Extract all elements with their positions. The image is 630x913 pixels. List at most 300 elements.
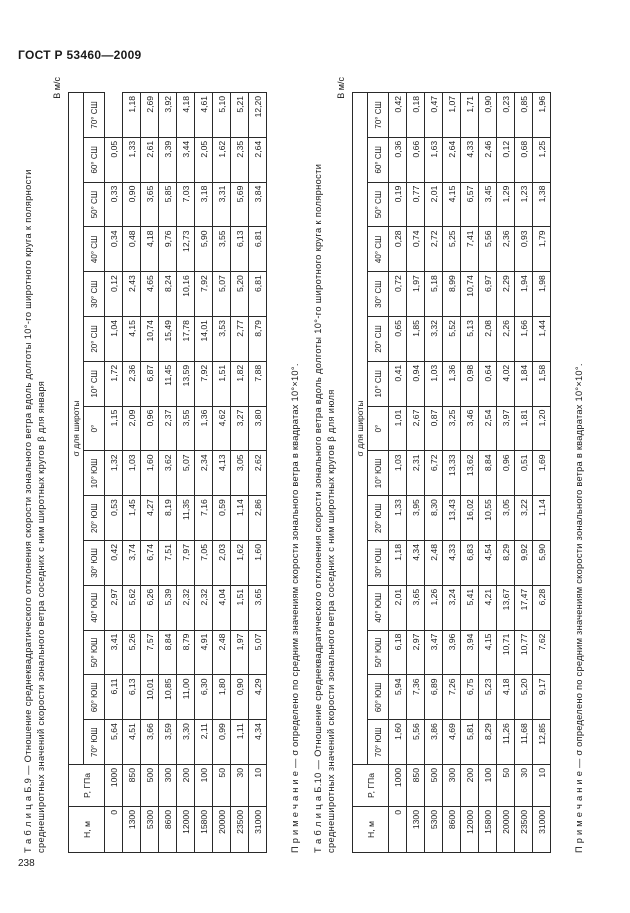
value-cell: 7,57	[141, 630, 159, 675]
value-cell: 2,97	[105, 585, 123, 630]
value-cell: 7,16	[195, 496, 213, 541]
value-cell: 3,66	[141, 720, 159, 765]
value-cell: 6,89	[425, 675, 443, 720]
value-cell: 5,18	[425, 272, 443, 317]
value-cell: 2,46	[479, 137, 497, 182]
value-cell: 8,24	[159, 272, 177, 317]
pressure-cell: 500	[141, 765, 159, 807]
table-row	[249, 92, 267, 852]
value-cell: 6,72	[425, 451, 443, 496]
value-cell: 1,81	[515, 406, 533, 451]
table-row	[213, 92, 231, 852]
value-cell: 1,15	[105, 406, 123, 451]
value-cell: 5,90	[533, 541, 551, 586]
value-cell: 8,84	[479, 451, 497, 496]
value-cell: 7,88	[249, 361, 267, 406]
value-cell: 2,08	[479, 317, 497, 362]
latitude-header: 50° ЮШ	[368, 630, 389, 675]
value-cell: 1,98	[533, 272, 551, 317]
value-cell: 1,03	[123, 451, 141, 496]
height-cell: 23500	[231, 807, 249, 853]
height-cell: 8600	[443, 807, 461, 853]
value-cell: 1,84	[515, 361, 533, 406]
value-cell: 5,94	[389, 675, 407, 720]
value-cell: 4,15	[479, 630, 497, 675]
value-cell: 3,84	[249, 182, 267, 227]
value-cell: 3,25	[443, 406, 461, 451]
value-cell: 2,11	[195, 720, 213, 765]
value-cell: 1,85	[407, 317, 425, 362]
value-cell: 6,75	[461, 675, 479, 720]
pressure-cell: 850	[123, 765, 141, 807]
value-cell: 1,79	[533, 227, 551, 272]
pressure-header: P, ГПа	[69, 765, 105, 807]
value-cell: 5,64	[105, 720, 123, 765]
value-cell: 10,74	[141, 317, 159, 362]
value-cell: 1,18	[123, 92, 141, 137]
value-cell: 4,91	[195, 630, 213, 675]
table2-note: П р и м е ч а н и е — σ определено по средним значениям скорости зонального ветра в квадратах 10°×10°.	[574, 363, 584, 853]
value-cell: 3,05	[497, 496, 515, 541]
rotated-content	[22, 73, 612, 853]
value-cell: 6,26	[141, 585, 159, 630]
value-cell: 1,72	[105, 361, 123, 406]
value-cell: 2,86	[249, 496, 267, 541]
value-cell: 0,36	[389, 137, 407, 182]
value-cell: 8,19	[159, 496, 177, 541]
value-cell: 3,27	[231, 406, 249, 451]
value-cell: 0,34	[105, 227, 123, 272]
value-cell: 2,54	[479, 406, 497, 451]
value-cell: 16,02	[461, 496, 479, 541]
value-cell: 7,51	[159, 541, 177, 586]
value-cell: 1,97	[231, 630, 249, 675]
value-cell: 0,66	[407, 137, 425, 182]
latitude-header: 20° СШ	[368, 317, 389, 362]
value-cell: 0,85	[515, 92, 533, 137]
table2-caption: Т а б л и ц а Б.10 — Отношение среднеквадратического отклонения скорости зонального ветра вдоль долготы 10°-го широтного круга к полярности среднеширотных значений скорости зонального ветра соседних с ним широтных кругов β для июля	[313, 163, 336, 853]
value-cell: 2,97	[407, 630, 425, 675]
height-cell: 12000	[177, 807, 195, 853]
value-cell: 5,07	[177, 451, 195, 496]
value-cell: 3,31	[213, 182, 231, 227]
table-row	[123, 92, 141, 852]
value-cell: 6,11	[105, 675, 123, 720]
value-cell: 15,49	[159, 317, 177, 362]
value-cell: 4,33	[461, 137, 479, 182]
value-cell: 1,14	[231, 496, 249, 541]
value-cell: 1,60	[389, 720, 407, 765]
value-cell: 1,14	[533, 496, 551, 541]
height-cell: 20000	[213, 807, 231, 853]
value-cell: 7,03	[177, 182, 195, 227]
pressure-cell: 1000	[389, 765, 407, 807]
value-cell: 5,52	[443, 317, 461, 362]
latitude-header: 10° ЮШ	[368, 451, 389, 496]
value-cell: 0,23	[497, 92, 515, 137]
value-cell: 0,59	[213, 496, 231, 541]
value-cell: 10,55	[479, 496, 497, 541]
value-cell: 13,67	[497, 585, 515, 630]
value-cell: 0,53	[105, 496, 123, 541]
value-cell: 6,13	[123, 675, 141, 720]
value-cell: 4,54	[479, 541, 497, 586]
value-cell: 8,79	[177, 630, 195, 675]
pressure-cell: 30	[231, 765, 249, 807]
value-cell: 11,00	[177, 675, 195, 720]
value-cell: 3,30	[177, 720, 195, 765]
value-cell: 1,44	[533, 317, 551, 362]
value-cell: 6,81	[249, 227, 267, 272]
height-header: H, м	[353, 807, 389, 853]
value-cell: 3,45	[479, 182, 497, 227]
value-cell: 6,87	[141, 361, 159, 406]
value-cell: 0,48	[123, 227, 141, 272]
value-cell: 2,77	[231, 317, 249, 362]
value-cell: 2,61	[141, 137, 159, 182]
value-cell: 5,20	[231, 272, 249, 317]
value-cell: 1,62	[231, 541, 249, 586]
value-cell: 8,99	[443, 272, 461, 317]
value-cell: 4,69	[443, 720, 461, 765]
value-cell: 13,43	[443, 496, 461, 541]
value-cell: 0,12	[497, 137, 515, 182]
value-cell: 2,01	[425, 182, 443, 227]
value-cell: 1,32	[105, 451, 123, 496]
latitude-header: 60° ЮШ	[368, 675, 389, 720]
value-cell: 4,62	[213, 406, 231, 451]
height-cell: 1300	[407, 807, 425, 853]
value-cell: 2,09	[123, 406, 141, 451]
value-cell: 7,36	[407, 675, 425, 720]
value-cell: 2,37	[159, 406, 177, 451]
latitude-header: 20° СШ	[84, 317, 105, 362]
value-cell: 0,99	[213, 720, 231, 765]
value-cell: 0,47	[425, 92, 443, 137]
value-cell: 1,82	[231, 361, 249, 406]
table-row	[443, 92, 461, 852]
table2	[352, 92, 551, 853]
value-cell: 6,83	[461, 541, 479, 586]
value-cell: 5,56	[479, 227, 497, 272]
value-cell: 5,20	[515, 675, 533, 720]
value-cell: 0,93	[515, 227, 533, 272]
latitude-header: 50° СШ	[368, 182, 389, 227]
height-cell: 1300	[123, 807, 141, 853]
value-cell: 1,23	[515, 182, 533, 227]
value-cell: 2,69	[141, 92, 159, 137]
value-cell: 0,90	[479, 92, 497, 137]
value-cell: 1,03	[389, 451, 407, 496]
table-row	[425, 92, 443, 852]
height-cell: 12000	[461, 807, 479, 853]
latitude-header: 70° СШ	[84, 92, 105, 137]
value-cell: 17,47	[515, 585, 533, 630]
value-cell: 0,98	[461, 361, 479, 406]
value-cell: 4,13	[213, 451, 231, 496]
value-cell: 7,92	[195, 272, 213, 317]
value-cell: 1,25	[533, 137, 551, 182]
table-row	[231, 92, 249, 852]
value-cell: 0,77	[407, 182, 425, 227]
value-cell: 10,71	[497, 630, 515, 675]
pressure-cell: 200	[177, 765, 195, 807]
value-cell: 1,97	[407, 272, 425, 317]
latitude-header: 50° СШ	[84, 182, 105, 227]
latitude-header: 0°	[368, 406, 389, 451]
value-cell: 3,18	[195, 182, 213, 227]
value-cell: 2,03	[213, 541, 231, 586]
value-cell: 1,80	[213, 675, 231, 720]
table-row	[407, 92, 425, 852]
value-cell: 7,41	[461, 227, 479, 272]
value-cell: 2,34	[195, 451, 213, 496]
value-cell: 6,97	[479, 272, 497, 317]
height-cell: 5300	[425, 807, 443, 853]
latitude-header: 40° СШ	[368, 227, 389, 272]
value-cell: 2,36	[123, 361, 141, 406]
value-cell: 1,07	[443, 92, 461, 137]
value-cell: 12,85	[533, 720, 551, 765]
value-cell: 4,18	[141, 227, 159, 272]
latitude-header: 40° СШ	[84, 227, 105, 272]
pressure-cell: 100	[195, 765, 213, 807]
value-cell: 1,20	[533, 406, 551, 451]
pressure-cell: 1000	[105, 765, 123, 807]
latitude-header: 60° СШ	[368, 137, 389, 182]
value-cell: 5,62	[123, 585, 141, 630]
value-cell: 5,21	[231, 92, 249, 137]
latitude-header: 70° ЮШ	[84, 720, 105, 765]
value-cell: 3,97	[497, 406, 515, 451]
value-cell: 4,15	[123, 317, 141, 362]
value-cell: 0,65	[389, 317, 407, 362]
value-cell: 9,76	[159, 227, 177, 272]
value-cell: 4,33	[443, 541, 461, 586]
value-cell: 4,21	[479, 585, 497, 630]
latitude-header: 10° СШ	[368, 361, 389, 406]
value-cell: 10,01	[141, 675, 159, 720]
value-cell: 8,30	[425, 496, 443, 541]
value-cell: 7,05	[195, 541, 213, 586]
height-cell: 0	[105, 807, 123, 853]
latitude-header: 50° ЮШ	[84, 630, 105, 675]
value-cell: 17,78	[177, 317, 195, 362]
value-cell: 2,67	[407, 406, 425, 451]
value-cell: 4,51	[123, 720, 141, 765]
value-cell: 5,56	[407, 720, 425, 765]
value-cell: 3,59	[159, 720, 177, 765]
table2-unit: В м/с	[336, 77, 346, 99]
value-cell: 4,29	[249, 675, 267, 720]
value-cell: 3,55	[177, 406, 195, 451]
value-cell: 9,17	[533, 675, 551, 720]
table-row	[497, 92, 515, 852]
value-cell: 5,39	[159, 585, 177, 630]
height-cell: 15800	[195, 807, 213, 853]
value-cell: 1,66	[515, 317, 533, 362]
value-cell: 3,80	[249, 406, 267, 451]
pressure-cell: 10	[533, 765, 551, 807]
value-cell: 1,62	[213, 137, 231, 182]
latitude-header: 60° ЮШ	[84, 675, 105, 720]
table-row	[533, 92, 551, 852]
value-cell: 0,90	[231, 675, 249, 720]
height-cell: 5300	[141, 807, 159, 853]
value-cell: 3,05	[231, 451, 249, 496]
value-cell: 13,33	[443, 451, 461, 496]
latitude-header: 20° ЮШ	[368, 496, 389, 541]
latitude-header: 10° ЮШ	[84, 451, 105, 496]
value-cell: 0,72	[389, 272, 407, 317]
latitude-header: 20° ЮШ	[84, 496, 105, 541]
latitude-header: 40° ЮШ	[368, 585, 389, 630]
value-cell: 4,34	[407, 541, 425, 586]
pressure-cell: 300	[159, 765, 177, 807]
value-cell: 2,72	[425, 227, 443, 272]
value-cell: 3,65	[141, 182, 159, 227]
value-cell: 8,29	[479, 720, 497, 765]
height-cell: 8600	[159, 807, 177, 853]
value-cell: 5,85	[159, 182, 177, 227]
latitude-header: 70° СШ	[368, 92, 389, 137]
value-cell: 6,30	[195, 675, 213, 720]
value-cell: 3,65	[407, 585, 425, 630]
value-cell: 1,11	[231, 720, 249, 765]
pressure-cell: 50	[213, 765, 231, 807]
value-cell: 0,68	[515, 137, 533, 182]
table-row	[159, 92, 177, 852]
standard-header: ГОСТ Р 53460—2009	[18, 48, 142, 62]
pressure-cell: 100	[479, 765, 497, 807]
value-cell: 3,95	[407, 496, 425, 541]
value-cell: 4,04	[213, 585, 231, 630]
value-cell: 0,41	[389, 361, 407, 406]
value-cell: 3,41	[105, 630, 123, 675]
value-cell: 1,29	[497, 182, 515, 227]
value-cell: 6,18	[389, 630, 407, 675]
value-cell: 5,81	[461, 720, 479, 765]
latitude-group-header: σ для широты	[69, 92, 84, 764]
value-cell: 1,69	[533, 451, 551, 496]
value-cell: 0,18	[407, 92, 425, 137]
value-cell: 11,68	[515, 720, 533, 765]
value-cell: 1,33	[123, 137, 141, 182]
value-cell: 0,12	[105, 272, 123, 317]
value-cell: 2,64	[443, 137, 461, 182]
value-cell: 11,45	[159, 361, 177, 406]
table-row	[141, 92, 159, 852]
pressure-cell: 10	[249, 765, 267, 807]
value-cell: 2,01	[389, 585, 407, 630]
value-cell: 3,32	[425, 317, 443, 362]
pressure-cell: 50	[497, 765, 515, 807]
latitude-header: 30° ЮШ	[368, 541, 389, 586]
value-cell: 5,90	[195, 227, 213, 272]
value-cell: 1,04	[105, 317, 123, 362]
value-cell: 4,61	[195, 92, 213, 137]
value-cell: 3,94	[461, 630, 479, 675]
pressure-cell: 850	[407, 765, 425, 807]
pressure-cell: 30	[515, 765, 533, 807]
table-row	[105, 92, 123, 852]
value-cell: 10,85	[159, 675, 177, 720]
value-cell: 10,16	[177, 272, 195, 317]
value-cell: 7,62	[533, 630, 551, 675]
table-row	[177, 92, 195, 852]
value-cell: 1,45	[123, 496, 141, 541]
value-cell: 0,90	[123, 182, 141, 227]
value-cell: 13,59	[177, 361, 195, 406]
value-cell: 3,92	[159, 92, 177, 137]
value-cell: 3,65	[249, 585, 267, 630]
latitude-group-header: σ для широты	[353, 92, 368, 764]
value-cell: 0,05	[105, 137, 123, 182]
value-cell: 8,79	[249, 317, 267, 362]
value-cell: 12,73	[177, 227, 195, 272]
value-cell: 0,64	[479, 361, 497, 406]
pressure-header: P, ГПа	[353, 765, 389, 807]
value-cell: 1,36	[443, 361, 461, 406]
value-cell: 2,48	[213, 630, 231, 675]
value-cell: 0,74	[407, 227, 425, 272]
value-cell: 5,07	[249, 630, 267, 675]
pressure-cell: 200	[461, 765, 479, 807]
value-cell: 9,92	[515, 541, 533, 586]
pressure-cell: 500	[425, 765, 443, 807]
value-cell: 1,60	[141, 451, 159, 496]
height-cell: 31000	[249, 807, 267, 853]
value-cell: 0,87	[425, 406, 443, 451]
latitude-header: 30° СШ	[368, 272, 389, 317]
value-cell: 6,57	[461, 182, 479, 227]
value-cell: 3,74	[123, 541, 141, 586]
table-row	[515, 92, 533, 852]
value-cell: 1,26	[425, 585, 443, 630]
value-cell: 1,63	[425, 137, 443, 182]
value-cell: 6,74	[141, 541, 159, 586]
value-cell: 0,19	[389, 182, 407, 227]
value-cell: 4,18	[177, 92, 195, 137]
value-cell: 10,74	[461, 272, 479, 317]
latitude-header: 70° ЮШ	[368, 720, 389, 765]
value-cell: 1,36	[195, 406, 213, 451]
value-cell: 3,62	[159, 451, 177, 496]
value-cell: 4,27	[141, 496, 159, 541]
value-cell: 6,28	[533, 585, 551, 630]
value-cell: 1,38	[533, 182, 551, 227]
value-cell: 0,33	[105, 182, 123, 227]
value-cell: 5,41	[461, 585, 479, 630]
value-cell: 3,46	[461, 406, 479, 451]
height-cell: 0	[389, 807, 407, 853]
height-cell: 20000	[497, 807, 515, 853]
table1-note: П р и м е ч а н и е — σ определено по средним значениям скорости зонального ветра в квадратах 10°×10°.	[290, 363, 300, 853]
value-cell: 1,58	[533, 361, 551, 406]
value-cell: 1,71	[461, 92, 479, 137]
value-cell: 5,07	[213, 272, 231, 317]
value-cell: 2,48	[425, 541, 443, 586]
table1-unit: В м/с	[52, 77, 62, 99]
value-cell: 1,51	[213, 361, 231, 406]
value-cell: 2,35	[231, 137, 249, 182]
value-cell: 5,26	[123, 630, 141, 675]
latitude-header: 0°	[84, 406, 105, 451]
value-cell: 0,96	[497, 451, 515, 496]
value-cell: 5,25	[443, 227, 461, 272]
value-cell: 8,84	[159, 630, 177, 675]
latitude-header: 30° ЮШ	[84, 541, 105, 586]
